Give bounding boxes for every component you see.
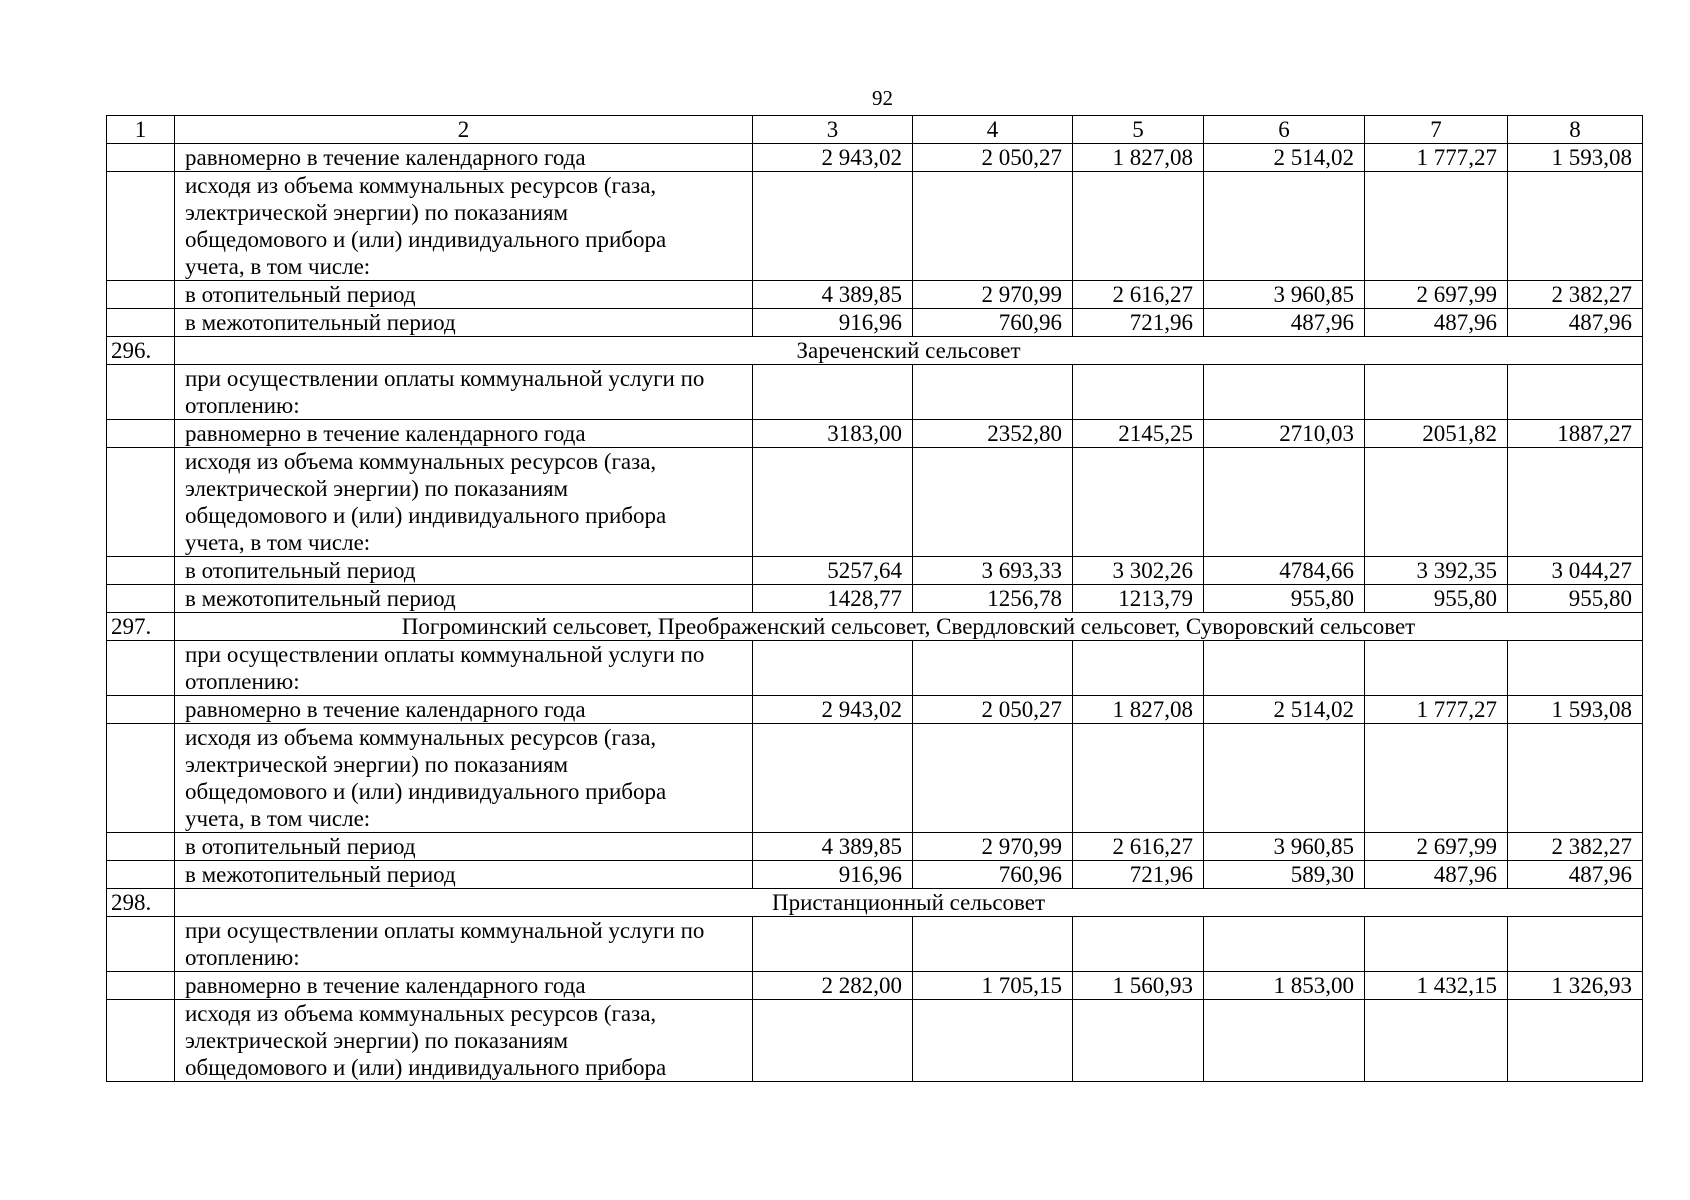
value-cell-col-7 — [1365, 724, 1508, 833]
value-cell-col-7: 2 697,99 — [1365, 281, 1508, 309]
row-index — [107, 365, 175, 420]
page-number: 92 — [872, 86, 893, 110]
description-line: электрической энергии) по показаниям — [185, 476, 569, 501]
description-line: электрической энергии) по показаниям — [185, 752, 569, 777]
value-cell-col-5 — [1073, 365, 1204, 420]
description-line: исходя из объема коммунальных ресурсов (газа, — [185, 449, 657, 474]
table-row — [107, 972, 1643, 1000]
value-cell-col-6 — [1204, 641, 1365, 696]
description-line: равномерно в течение календарного года — [185, 973, 586, 998]
value-cell-col-6 — [1204, 365, 1365, 420]
value-cell-col-5: 3 302,26 — [1073, 557, 1204, 585]
value-cell-col-4 — [913, 365, 1073, 420]
value-cell-col-5: 2 616,27 — [1073, 833, 1204, 861]
row-description — [175, 420, 753, 448]
value-cell-col-8: 2 382,27 — [1508, 281, 1643, 309]
description-line: в межотопительный период — [185, 586, 456, 611]
value-cell-col-8: 487,96 — [1508, 309, 1643, 337]
value-cell-col-4: 1256,78 — [913, 585, 1073, 613]
row-index — [107, 724, 175, 833]
value-cell-col-3 — [753, 172, 913, 281]
value-cell-col-8: 487,96 — [1508, 861, 1643, 889]
section-title: Пристанционный сельсовет — [175, 889, 1643, 917]
value-cell-col-6: 1 853,00 — [1204, 972, 1365, 1000]
description-line: отоплению: — [185, 393, 300, 418]
table-row-text — [107, 172, 1643, 281]
value-cell-col-7 — [1365, 172, 1508, 281]
description-line: при осуществлении оплаты коммунальной услуги по — [185, 366, 705, 391]
value-cell-col-3 — [753, 365, 913, 420]
row-index — [107, 833, 175, 861]
row-index — [107, 1000, 175, 1082]
row-index — [107, 917, 175, 972]
value-cell-col-4: 2 970,99 — [913, 833, 1073, 861]
row-description — [175, 917, 753, 972]
tariff-table — [106, 115, 1643, 1082]
value-cell-col-8: 1 593,08 — [1508, 144, 1643, 172]
value-cell-col-4: 1 705,15 — [913, 972, 1073, 1000]
table-row-text — [107, 1000, 1643, 1082]
value-cell-col-7: 1 432,15 — [1365, 972, 1508, 1000]
value-cell-col-5 — [1073, 724, 1204, 833]
value-cell-col-8: 3 044,27 — [1508, 557, 1643, 585]
row-description — [175, 281, 753, 309]
table-row — [107, 557, 1643, 585]
table-row — [107, 281, 1643, 309]
value-cell-col-7 — [1365, 448, 1508, 557]
value-cell-col-5 — [1073, 1000, 1204, 1082]
value-cell-col-6 — [1204, 1000, 1365, 1082]
description-line: общедомового и (или) индивидуального прибора — [185, 1055, 667, 1080]
row-index — [107, 861, 175, 889]
row-description — [175, 1000, 753, 1082]
description-line: равномерно в течение календарного года — [185, 145, 586, 170]
row-description — [175, 365, 753, 420]
row-description — [175, 172, 753, 281]
value-cell-col-8 — [1508, 172, 1643, 281]
value-cell-col-7: 487,96 — [1365, 861, 1508, 889]
table-row — [107, 833, 1643, 861]
value-cell-col-3: 4 389,85 — [753, 281, 913, 309]
value-cell-col-6 — [1204, 917, 1365, 972]
header-cell-1: 1 — [107, 116, 175, 144]
table-row-text — [107, 917, 1643, 972]
value-cell-col-6: 2 514,02 — [1204, 144, 1365, 172]
value-cell-col-5: 1 560,93 — [1073, 972, 1204, 1000]
value-cell-col-4: 2 050,27 — [913, 144, 1073, 172]
row-description — [175, 641, 753, 696]
header-cell-6: 6 — [1204, 116, 1365, 144]
description-line: электрической энергии) по показаниям — [185, 200, 569, 225]
value-cell-col-7: 1 777,27 — [1365, 696, 1508, 724]
row-index: 298. — [107, 889, 175, 917]
header-cell-4: 4 — [913, 116, 1073, 144]
value-cell-col-7 — [1365, 1000, 1508, 1082]
description-line: общедомового и (или) индивидуального прибора — [185, 779, 667, 804]
value-cell-col-7: 487,96 — [1365, 309, 1508, 337]
value-cell-col-3: 916,96 — [753, 861, 913, 889]
row-description — [175, 724, 753, 833]
value-cell-col-8 — [1508, 917, 1643, 972]
header-row — [107, 116, 1643, 144]
value-cell-col-6: 955,80 — [1204, 585, 1365, 613]
value-cell-col-3: 2 282,00 — [753, 972, 913, 1000]
row-index — [107, 144, 175, 172]
value-cell-col-6: 4784,66 — [1204, 557, 1365, 585]
value-cell-col-4: 3 693,33 — [913, 557, 1073, 585]
description-line: в межотопительный период — [185, 862, 456, 887]
table-row — [107, 420, 1643, 448]
value-cell-col-5 — [1073, 172, 1204, 281]
value-cell-col-5: 1 827,08 — [1073, 144, 1204, 172]
value-cell-col-4: 2 970,99 — [913, 281, 1073, 309]
value-cell-col-6 — [1204, 724, 1365, 833]
table-row-text — [107, 724, 1643, 833]
description-line: равномерно в течение календарного года — [185, 697, 586, 722]
value-cell-col-5: 721,96 — [1073, 309, 1204, 337]
value-cell-col-5 — [1073, 641, 1204, 696]
row-index — [107, 696, 175, 724]
value-cell-col-4 — [913, 172, 1073, 281]
row-description — [175, 144, 753, 172]
description-line: в отопительный период — [185, 558, 416, 583]
row-index — [107, 585, 175, 613]
value-cell-col-5: 2 616,27 — [1073, 281, 1204, 309]
value-cell-col-3: 1428,77 — [753, 585, 913, 613]
value-cell-col-7 — [1365, 365, 1508, 420]
header-cell-5: 5 — [1073, 116, 1204, 144]
value-cell-col-8 — [1508, 365, 1643, 420]
value-cell-col-8 — [1508, 724, 1643, 833]
value-cell-col-7: 2051,82 — [1365, 420, 1508, 448]
value-cell-col-8: 2 382,27 — [1508, 833, 1643, 861]
description-line: при осуществлении оплаты коммунальной услуги по — [185, 642, 705, 667]
row-description — [175, 972, 753, 1000]
row-index — [107, 972, 175, 1000]
header-cell-7: 7 — [1365, 116, 1508, 144]
value-cell-col-8: 1 326,93 — [1508, 972, 1643, 1000]
value-cell-col-4: 760,96 — [913, 309, 1073, 337]
value-cell-col-4: 760,96 — [913, 861, 1073, 889]
value-cell-col-8 — [1508, 641, 1643, 696]
value-cell-col-3: 3183,00 — [753, 420, 913, 448]
row-index — [107, 309, 175, 337]
row-index — [107, 281, 175, 309]
value-cell-col-8 — [1508, 448, 1643, 557]
value-cell-col-4 — [913, 917, 1073, 972]
value-cell-col-3: 2 943,02 — [753, 696, 913, 724]
value-cell-col-5: 1 827,08 — [1073, 696, 1204, 724]
row-description — [175, 861, 753, 889]
description-line: общедомового и (или) индивидуального прибора — [185, 503, 667, 528]
value-cell-col-4 — [913, 448, 1073, 557]
header-cell-2: 2 — [175, 116, 753, 144]
value-cell-col-6: 487,96 — [1204, 309, 1365, 337]
description-line: исходя из объема коммунальных ресурсов (газа, — [185, 1001, 657, 1026]
header-cell-8: 8 — [1508, 116, 1643, 144]
value-cell-col-7: 1 777,27 — [1365, 144, 1508, 172]
section-row — [107, 613, 1643, 641]
description-line: общедомового и (или) индивидуального прибора — [185, 227, 667, 252]
row-index — [107, 557, 175, 585]
value-cell-col-7: 2 697,99 — [1365, 833, 1508, 861]
value-cell-col-4: 2352,80 — [913, 420, 1073, 448]
value-cell-col-5 — [1073, 448, 1204, 557]
table-row — [107, 309, 1643, 337]
value-cell-col-7 — [1365, 917, 1508, 972]
value-cell-col-8: 1 593,08 — [1508, 696, 1643, 724]
description-line: отоплению: — [185, 945, 300, 970]
description-line: учета, в том числе: — [185, 254, 371, 279]
description-line: учета, в том числе: — [185, 806, 371, 831]
table-row — [107, 861, 1643, 889]
description-line: равномерно в течение календарного года — [185, 421, 586, 446]
description-line: отоплению: — [185, 669, 300, 694]
value-cell-col-5: 2145,25 — [1073, 420, 1204, 448]
description-line: при осуществлении оплаты коммунальной услуги по — [185, 918, 705, 943]
value-cell-col-3 — [753, 917, 913, 972]
row-index: 297. — [107, 613, 175, 641]
value-cell-col-6: 589,30 — [1204, 861, 1365, 889]
value-cell-col-6: 3 960,85 — [1204, 281, 1365, 309]
description-line: исходя из объема коммунальных ресурсов (газа, — [185, 173, 657, 198]
section-title: Зареченский сельсовет — [175, 337, 1643, 365]
row-description — [175, 448, 753, 557]
table-row-text — [107, 365, 1643, 420]
value-cell-col-8: 955,80 — [1508, 585, 1643, 613]
value-cell-col-3 — [753, 448, 913, 557]
row-index: 296. — [107, 337, 175, 365]
value-cell-col-5 — [1073, 917, 1204, 972]
row-description — [175, 309, 753, 337]
section-row — [107, 889, 1643, 917]
description-line: в отопительный период — [185, 834, 416, 859]
value-cell-col-6: 2710,03 — [1204, 420, 1365, 448]
description-line: в межотопительный период — [185, 310, 456, 335]
value-cell-col-3: 5257,64 — [753, 557, 913, 585]
description-line: учета, в том числе: — [185, 530, 371, 555]
description-line: электрической энергии) по показаниям — [185, 1028, 569, 1053]
description-line: в отопительный период — [185, 282, 416, 307]
value-cell-col-7 — [1365, 641, 1508, 696]
row-index — [107, 641, 175, 696]
section-title: Погроминский сельсовет, Преображенский сельсовет, Свердловский сельсовет, Суворовский сельсовет — [175, 613, 1643, 641]
value-cell-col-3 — [753, 641, 913, 696]
value-cell-col-8: 1887,27 — [1508, 420, 1643, 448]
value-cell-col-7: 955,80 — [1365, 585, 1508, 613]
value-cell-col-5: 721,96 — [1073, 861, 1204, 889]
value-cell-col-4 — [913, 641, 1073, 696]
value-cell-col-6: 3 960,85 — [1204, 833, 1365, 861]
row-description — [175, 585, 753, 613]
table-row — [107, 696, 1643, 724]
value-cell-col-4 — [913, 1000, 1073, 1082]
table-row-text — [107, 448, 1643, 557]
row-description — [175, 833, 753, 861]
value-cell-col-3: 4 389,85 — [753, 833, 913, 861]
value-cell-col-4 — [913, 724, 1073, 833]
section-row — [107, 337, 1643, 365]
value-cell-col-3 — [753, 1000, 913, 1082]
value-cell-col-6 — [1204, 448, 1365, 557]
value-cell-col-5: 1213,79 — [1073, 585, 1204, 613]
table-body — [107, 116, 1643, 1082]
row-description — [175, 696, 753, 724]
value-cell-col-6: 2 514,02 — [1204, 696, 1365, 724]
row-index — [107, 172, 175, 281]
header-cell-3: 3 — [753, 116, 913, 144]
value-cell-col-3: 2 943,02 — [753, 144, 913, 172]
row-index — [107, 420, 175, 448]
table-row-text — [107, 641, 1643, 696]
value-cell-col-6 — [1204, 172, 1365, 281]
description-line: исходя из объема коммунальных ресурсов (газа, — [185, 725, 657, 750]
table-row — [107, 144, 1643, 172]
value-cell-col-3 — [753, 724, 913, 833]
value-cell-col-7: 3 392,35 — [1365, 557, 1508, 585]
value-cell-col-8 — [1508, 1000, 1643, 1082]
row-description — [175, 557, 753, 585]
row-index — [107, 448, 175, 557]
table-row — [107, 585, 1643, 613]
value-cell-col-3: 916,96 — [753, 309, 913, 337]
value-cell-col-4: 2 050,27 — [913, 696, 1073, 724]
